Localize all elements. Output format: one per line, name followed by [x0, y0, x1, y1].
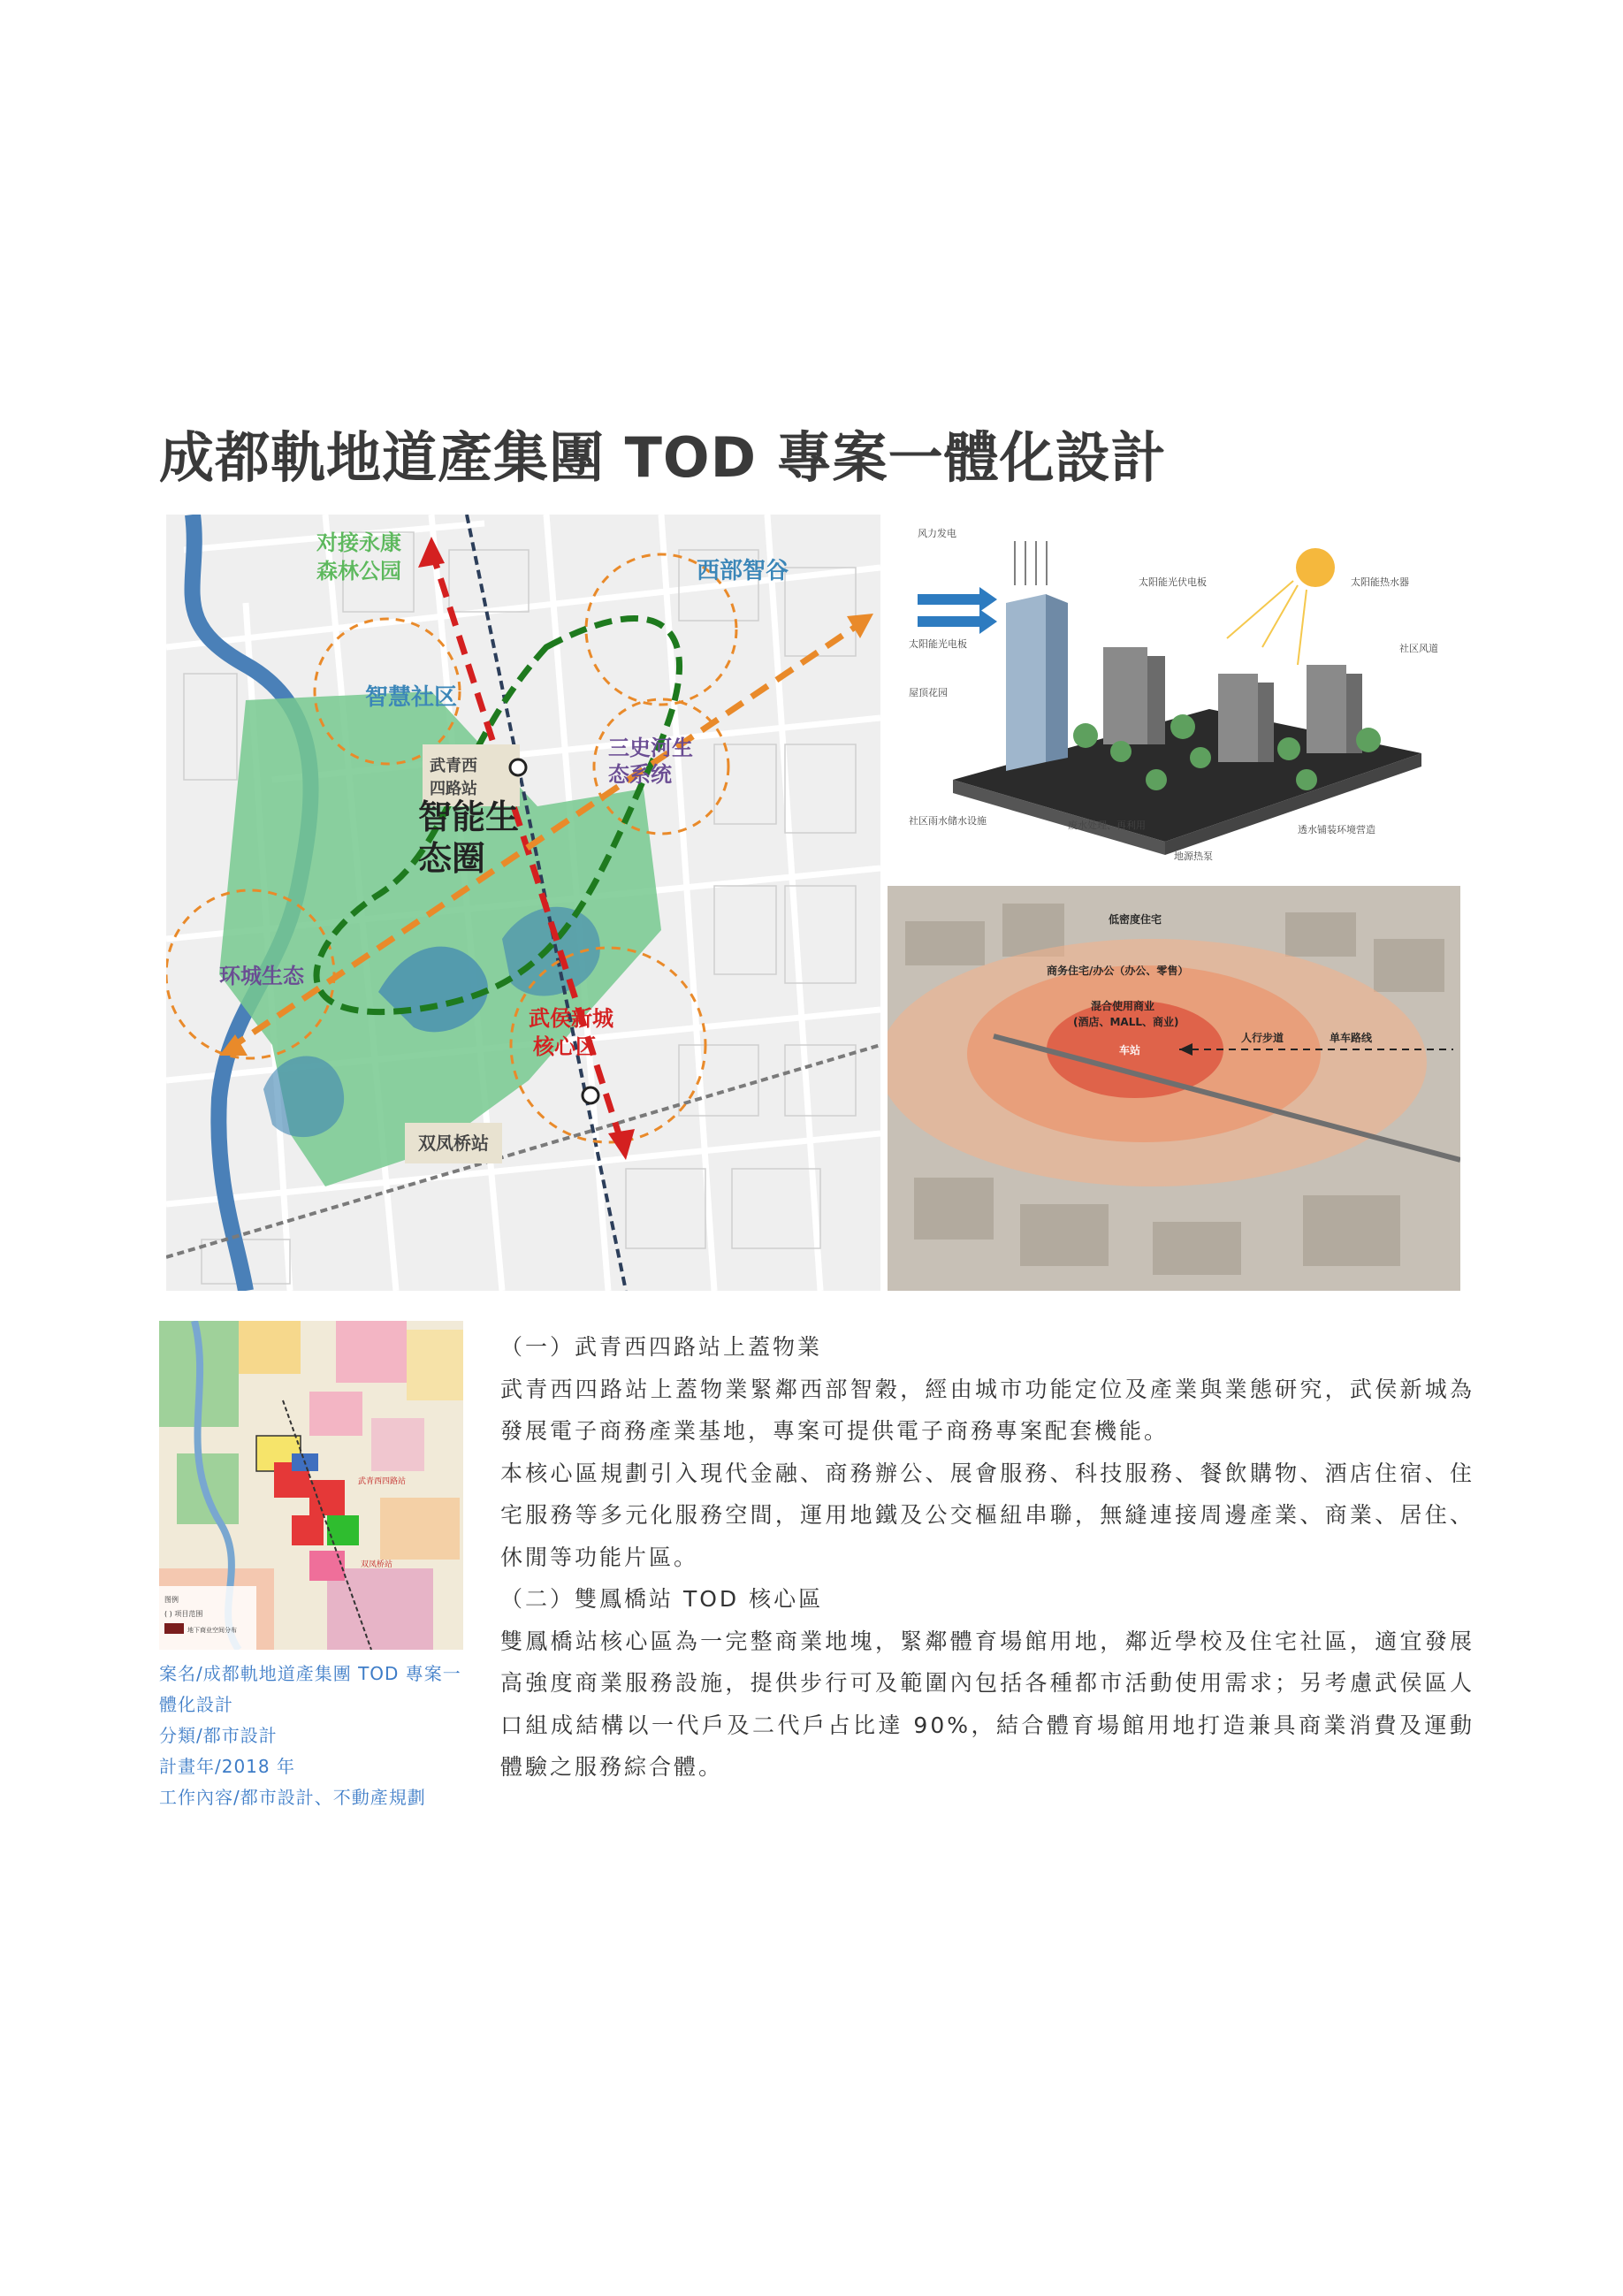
- page-title: 成都軌地道產集團 TOD 專案一體化設計: [159, 425, 1167, 490]
- label-station-2: 四路站: [430, 780, 477, 798]
- caption-line-name-1: 案名/成都軌地道產集團 TOD 專案一: [159, 1663, 461, 1684]
- project-caption: [159, 1659, 477, 1813]
- thumb-legend-title: 图例: [164, 1596, 179, 1604]
- iso-label-ground-source: 地源热泵: [1174, 851, 1213, 862]
- section1-heading: （一）武青西四路站上蓋物業: [500, 1334, 823, 1360]
- thumb-legend-2: 地下商业空间分布: [187, 1627, 237, 1634]
- planning-map-svg: [166, 515, 880, 1291]
- caption-line-scope: 工作內容/都市設計、不動產規劃: [159, 1787, 426, 1808]
- label-smart-community: 智慧社区: [365, 684, 458, 711]
- aerial-rendering: [888, 886, 1460, 1291]
- aerial-label-station: 车站: [1119, 1044, 1141, 1056]
- iso-label-roof-garden: 屋顶花园: [909, 687, 948, 698]
- aerial-rendering-svg: [888, 886, 1460, 1291]
- caption-line-category: 分類/都市設計: [159, 1725, 278, 1746]
- label-smart-eco-2: 态圈: [418, 839, 486, 878]
- label-river-eco-1: 三史河生: [608, 736, 693, 760]
- aerial-label-mixed-use: 商务住宅/办公（办公、零售）: [1047, 965, 1189, 977]
- label-ring-eco: 环城生态: [219, 964, 304, 988]
- caption-line-name-2: 體化設計: [159, 1694, 233, 1715]
- label-forest-park-1: 对接永康: [316, 530, 401, 555]
- iso-label-solar-pv: 太阳能光伏电板: [1139, 576, 1207, 588]
- label-west-smart-valley: 西部智谷: [697, 558, 789, 584]
- thumb-label-station-2: 双凤桥站: [361, 1560, 393, 1569]
- sustainability-diagram-svg: [891, 515, 1460, 868]
- aerial-label-bike: 单车路线: [1330, 1032, 1373, 1044]
- land-use-map: [159, 1321, 463, 1650]
- label-shuangfeng: 双凤桥站: [418, 1133, 489, 1154]
- label-river-eco-2: 态系统: [608, 762, 672, 787]
- station-marker-shuangfeng: [583, 1087, 598, 1103]
- land-use-map-svg: [159, 1321, 463, 1650]
- iso-label-wind: 风力发电: [918, 528, 956, 539]
- label-wuhou-core-1: 武侯新城: [529, 1006, 613, 1031]
- aerial-label-low-density: 低密度住宅: [1109, 913, 1162, 926]
- body-text: [500, 1326, 1474, 1789]
- label-wuhou-core-2: 核心区: [533, 1034, 597, 1059]
- thumb-label-station: 武青西四路站: [358, 1477, 407, 1486]
- iso-label-water-reuse: 废水处理、再利用: [1068, 820, 1146, 831]
- section2-paragraph-1: 雙鳳橋站核心區為一完整商業地塊，緊鄰體育場館用地，鄰近學校及住宅社區，適宜發展高強度商業服務設施，提供步行可及範圍內包括各種都市活動使用需求；另考慮武侯區人口組成結構以一代戶及二代戶占比達 90%，結合體育場館用地打造兼具商業消費及運動體驗之服務綜合體。: [500, 1628, 1474, 1780]
- section1-paragraph-1: 武青西四路站上蓋物業緊鄰西部智穀，經由城市功能定位及產業與業態研究，武侯新城為發展電子商務產業基地，專案可提供電子商務專案配套機能。: [500, 1376, 1474, 1444]
- aerial-label-pedestrian: 人行步道: [1241, 1032, 1284, 1044]
- thumb-legend-1: ( ) 项目范围: [164, 1610, 203, 1618]
- iso-label-solar-water: 太阳能热水器: [1351, 576, 1409, 588]
- label-forest-park-2: 森林公园: [316, 559, 401, 584]
- sun-icon: [1296, 548, 1335, 587]
- label-station-1: 武青西: [430, 757, 477, 775]
- section1-paragraph-2: 本核心區規劃引入現代金融、商務辦公、展會服務、科技服務、餐飲購物、酒店住宿、住宅服務等多元化服務空間，運用地鐵及公交樞紐串聯，無縫連接周邊產業、商業、居住、休閒等功能片區。: [500, 1460, 1474, 1570]
- iso-label-community-wind: 社区风道: [1399, 643, 1438, 654]
- caption-line-year: 計畫年/2018 年: [159, 1756, 295, 1777]
- sustainability-diagram: [891, 515, 1460, 868]
- label-smart-eco-1: 智能生: [418, 797, 520, 836]
- thumb-legend-swatch: [164, 1623, 184, 1634]
- aerial-label-complex-2: (酒店、MALL、商业): [1073, 1016, 1179, 1028]
- iso-label-eco-facility: 社区雨水储水设施: [909, 815, 987, 827]
- iso-label-permeable: 透水铺装环境营造: [1298, 824, 1375, 835]
- station-marker-wuqing: [510, 759, 526, 775]
- aerial-label-complex-1: 混合使用商业: [1091, 1000, 1155, 1012]
- planning-map: [166, 515, 880, 1291]
- section2-heading: （二）雙鳳橋站 TOD 核心區: [500, 1586, 824, 1612]
- iso-label-solar-panel: 太阳能光电板: [909, 638, 967, 650]
